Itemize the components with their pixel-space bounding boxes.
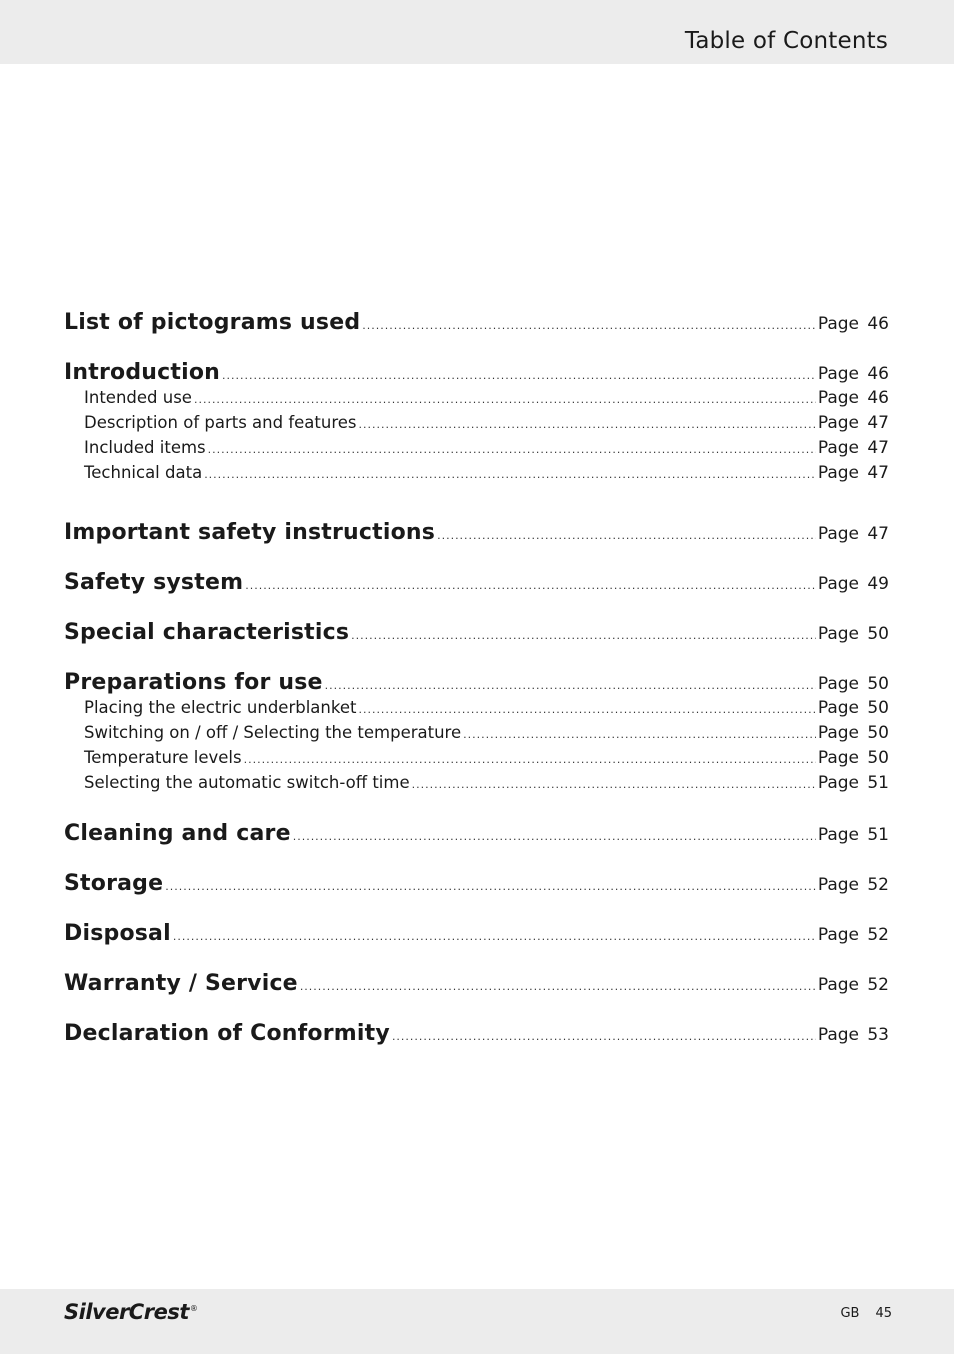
toc-page-number: 51 — [867, 773, 889, 793]
leader-dots — [204, 468, 816, 481]
toc-page-ref: Page 52 — [817, 875, 889, 895]
leader-dots — [194, 393, 816, 406]
toc-subentry[interactable] — [84, 773, 889, 793]
toc-subentry[interactable] — [84, 438, 889, 458]
toc-page-number: 46 — [867, 314, 889, 334]
toc-entry-label: Safety system — [64, 570, 244, 595]
toc-subentry-label: Switching on / off / Selecting the temperature — [84, 723, 462, 742]
toc-subentry-label: Description of parts and features — [84, 413, 357, 432]
leader-dots — [245, 579, 816, 592]
leader-dots — [325, 679, 816, 692]
toc-page-ref: Page 51 — [817, 773, 889, 793]
leader-dots — [392, 1030, 816, 1043]
toc-page-ref: Page 52 — [817, 925, 889, 945]
toc-entry[interactable] — [64, 821, 889, 846]
leader-dots — [358, 703, 815, 716]
brand-logo — [64, 1300, 197, 1324]
toc-entry-label: Warranty / Service — [64, 971, 298, 996]
toc-page-number: 52 — [867, 975, 889, 995]
toc-page-number: 50 — [867, 674, 889, 694]
toc-subentry[interactable] — [84, 413, 889, 433]
toc-entry-label: List of pictograms used — [64, 310, 361, 335]
toc-entry[interactable] — [64, 620, 889, 645]
toc-page-number: 50 — [867, 748, 889, 768]
toc-entry[interactable] — [64, 360, 889, 385]
toc-page-ref: Page 50 — [817, 748, 889, 768]
toc-page-ref: Page 53 — [817, 1025, 889, 1045]
toc-entry-label: Introduction — [64, 360, 221, 385]
toc-page-number: 47 — [867, 524, 889, 544]
toc-page-ref: Page 47 — [817, 524, 889, 544]
leader-dots — [173, 930, 816, 943]
toc-entry-label: Declaration of Conformity — [64, 1021, 390, 1046]
leader-dots — [208, 443, 816, 456]
page-number: 45 — [875, 1306, 892, 1321]
leader-dots — [244, 753, 816, 766]
toc-page-ref: Page 46 — [817, 388, 889, 408]
toc-entry[interactable] — [64, 670, 889, 695]
toc-page-ref: Page 49 — [817, 574, 889, 594]
leader-dots — [165, 880, 816, 893]
toc-entry[interactable] — [64, 871, 889, 896]
page-header — [0, 0, 954, 64]
toc-page-ref: Page 50 — [817, 723, 889, 743]
toc-page-ref: Page 47 — [817, 438, 889, 458]
leader-dots — [412, 778, 816, 791]
toc-page-ref: Page 51 — [817, 825, 889, 845]
toc-subentry-label: Intended use — [84, 388, 192, 407]
toc-page-ref: Page 50 — [817, 624, 889, 644]
toc-entry-label: Special characteristics — [64, 620, 350, 645]
toc-page-ref: Page 50 — [817, 698, 889, 718]
leader-dots — [293, 830, 816, 843]
toc-subentry[interactable] — [84, 748, 889, 768]
toc-subentry-label: Included items — [84, 438, 206, 457]
toc-page-number: 50 — [867, 698, 889, 718]
toc-entry[interactable] — [64, 1021, 889, 1046]
toc-subentry-label: Placing the electric underblanket — [84, 698, 357, 717]
leader-dots — [351, 629, 816, 642]
footer-meta — [840, 1306, 892, 1321]
toc-subentry[interactable] — [84, 463, 889, 483]
leader-dots — [362, 319, 816, 332]
toc-subentry[interactable] — [84, 698, 889, 718]
toc-page-number: 46 — [867, 388, 889, 408]
toc-entry-label: Disposal — [64, 921, 171, 946]
toc-page-number: 47 — [867, 463, 889, 483]
toc-entry-label: Storage — [64, 871, 164, 896]
toc-page-number: 47 — [867, 413, 889, 433]
leader-dots — [463, 728, 816, 741]
toc-page-number: 50 — [867, 624, 889, 644]
toc-entry[interactable] — [64, 310, 889, 335]
toc-subentry[interactable] — [84, 388, 889, 408]
toc-page-number: 49 — [867, 574, 889, 594]
toc-entry-label: Cleaning and care — [64, 821, 291, 846]
toc-entry[interactable] — [64, 570, 889, 595]
toc-page-ref: Page 52 — [817, 975, 889, 995]
leader-dots — [359, 418, 816, 431]
toc-entry[interactable] — [64, 520, 889, 545]
toc-page-number: 52 — [867, 925, 889, 945]
toc-page-number: 51 — [867, 825, 889, 845]
toc-page-number: 46 — [867, 364, 889, 384]
toc-subentry-label: Technical data — [84, 463, 203, 482]
toc-entry[interactable] — [64, 971, 889, 996]
leader-dots — [222, 369, 816, 382]
toc-page-ref: Page 46 — [817, 314, 889, 334]
toc-entry-label: Important safety instructions — [64, 520, 436, 545]
toc-page-number: 47 — [867, 438, 889, 458]
leader-dots — [300, 980, 816, 993]
toc-page-number: 52 — [867, 875, 889, 895]
page-title: Table of Contents — [684, 28, 888, 54]
trademark-symbol: ® — [189, 1304, 198, 1313]
language-code: GB — [840, 1306, 860, 1321]
toc-subentry-label: Temperature levels — [84, 748, 242, 767]
toc-page-number: 50 — [867, 723, 889, 743]
toc-page-ref: Page 46 — [817, 364, 889, 384]
toc-page-ref: Page 47 — [817, 463, 889, 483]
brand-name: SilverCrest — [64, 1300, 189, 1324]
toc-entry-label: Preparations for use — [64, 670, 323, 695]
toc-page-number: 53 — [867, 1025, 889, 1045]
leader-dots — [437, 529, 816, 542]
toc-entry[interactable] — [64, 921, 889, 946]
toc-page-ref: Page 47 — [817, 413, 889, 433]
toc-page-ref: Page 50 — [817, 674, 889, 694]
toc-subentry[interactable] — [84, 723, 889, 743]
toc-subentry-label: Selecting the automatic switch-off time — [84, 773, 410, 792]
